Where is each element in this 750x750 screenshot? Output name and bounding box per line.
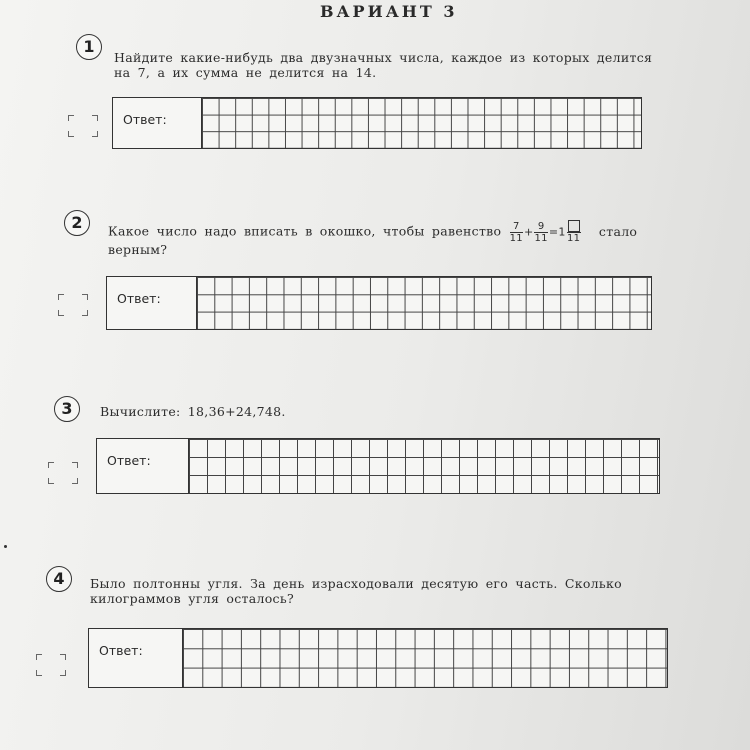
scoring-mark-4 (36, 654, 66, 676)
answer-grid-3[interactable] (189, 439, 659, 493)
answer-label-4: Ответ: (89, 629, 183, 687)
task-4-text (90, 576, 680, 606)
answer-grid-4[interactable] (183, 629, 667, 687)
paper-speck (4, 545, 7, 548)
scoring-mark-3 (48, 462, 78, 484)
answer-box-3[interactable] (96, 438, 660, 494)
answer-grid-2[interactable] (197, 277, 651, 329)
task-1-text-line1: Найдите какие-нибудь два двузначных числа, каждое из которых делится (114, 50, 653, 65)
answer-box-4[interactable] (88, 628, 668, 688)
task-2-text-after: стало (598, 223, 638, 239)
task-3-text: Вычислите: 18,36+24,748. (100, 404, 286, 419)
fraction-blank-11: 11 (567, 220, 581, 244)
task-1-text (114, 50, 654, 80)
plus-sign: + (523, 225, 534, 239)
task-2-text (108, 220, 668, 257)
scoring-mark-2 (58, 294, 88, 316)
task-number-3: 3 (54, 396, 80, 422)
answer-label-1: Ответ: (113, 98, 202, 148)
task-2-text-line2: верным? (108, 242, 168, 257)
answer-label-2: Ответ: (107, 277, 197, 329)
task-2-text-line1 (108, 220, 668, 244)
task-number-1: 1 (76, 34, 102, 60)
variant-title: ВАРИАНТ 3 (320, 2, 458, 21)
answer-box-2[interactable] (106, 276, 652, 330)
fraction-9-11: $\frac{9}{11}$ (534, 220, 548, 244)
task-2-text-before: Какое число надо вписать в окошко, чтобы равенство (108, 223, 502, 239)
answer-label-3: Ответ: (97, 439, 189, 493)
fraction-7-11: $\frac{7}{11}$ (509, 220, 523, 244)
answer-grid-1[interactable] (202, 98, 641, 148)
task-number-2: 2 (64, 210, 90, 236)
blank-box-icon (568, 220, 580, 232)
answer-box-1[interactable] (112, 97, 642, 149)
equals-one: =1 (548, 225, 566, 239)
task-number-4: 4 (46, 566, 72, 592)
task-4-text-line1: Было полтонны угля. За день израсходовали десятую его часть. Сколько (90, 576, 622, 591)
task-1-text-line2: на 7, а их сумма не делится на 14. (114, 65, 377, 80)
task-4-text-line2: килограммов угля осталось? (90, 591, 294, 606)
scoring-mark-1 (68, 115, 98, 137)
